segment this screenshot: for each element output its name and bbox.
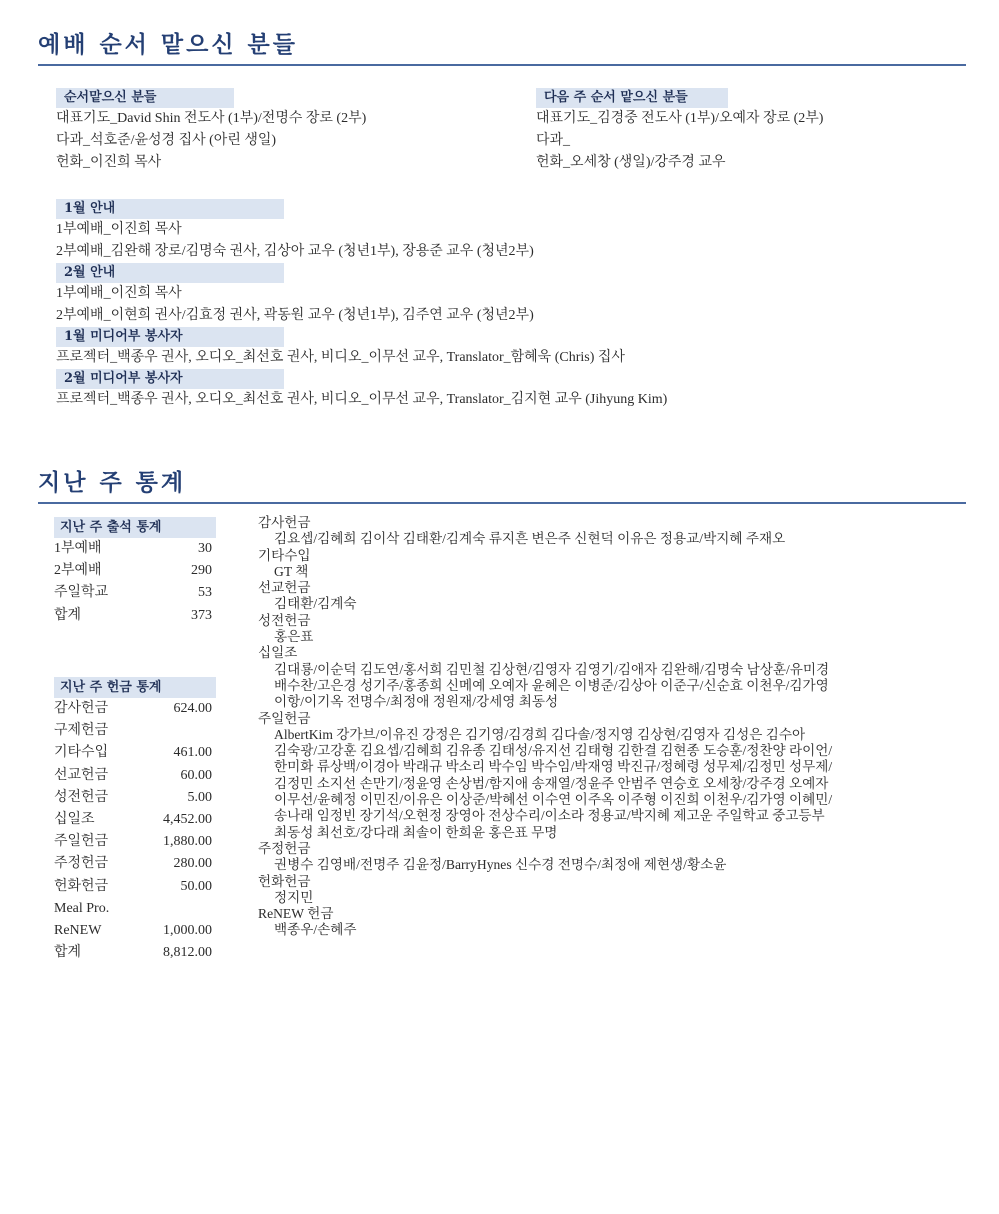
giver-names: 권병수 김영배/전명주 김윤정/BarryHynes 신수경 전명수/최정애 제현생/황소윤	[274, 857, 727, 873]
offering-stats	[54, 677, 216, 964]
offering-header: 지난 주 헌금 통계	[54, 677, 216, 698]
offering-row	[54, 920, 212, 942]
giver-category: ReNEW 헌금	[258, 906, 334, 922]
giver-names: 김숙광/고강훈 김요셉/김혜희 김유종 김태성/유지선 김태형 김한결 김현종 도승훈/정찬양 라이언/	[274, 743, 833, 759]
next-servers-line: 대표기도_김경중 전도사 (1부)/오예자 장로 (2부)	[536, 111, 824, 126]
current-servers-header: 순서맡으신 분들	[56, 88, 234, 108]
row-value: 8,812.00	[163, 945, 212, 961]
current-servers-line: 다과_석호준/윤성경 집사 (아린 생일)	[56, 133, 277, 148]
next-servers-line: 다과_	[536, 133, 571, 148]
notice-header: 1월 미디어부 봉사자	[56, 327, 284, 347]
giver-names: 이항/이기옥 전명수/최정애 정원재/강세영 최동성	[274, 694, 559, 710]
giver-names: 배수찬/고은경 성기주/홍종희 신메예 오예자 윤혜은 이병준/김상아 이준구/신순효 이천우/김가영	[274, 677, 829, 693]
row-label: 1부예배	[54, 541, 102, 556]
row-value: 1,000.00	[163, 923, 212, 939]
row-value: 5.00	[187, 789, 212, 805]
offering-givers-list	[258, 515, 968, 939]
giver-names: 김태환/김계숙	[274, 596, 357, 612]
stats-section-title: 지난 주 통계	[38, 468, 966, 504]
giver-names: GT 책	[274, 563, 309, 579]
attendance-row	[54, 582, 212, 604]
offering-row	[54, 787, 212, 809]
row-label: 주일학교	[54, 585, 109, 601]
giver-category: 주정헌금	[258, 840, 311, 856]
row-label: 기타수입	[54, 745, 109, 761]
row-label: 헌화헌금	[54, 878, 109, 894]
row-label: 합계	[54, 607, 82, 623]
offering-row	[54, 720, 212, 742]
attendance-row	[54, 605, 212, 627]
row-label: 구제헌금	[54, 723, 109, 739]
current-servers-line: 헌화_이진희 목사	[56, 155, 162, 170]
row-label: 성전헌금	[54, 789, 109, 805]
giver-names: AlbertKim 강가브/이유진 강정은 김기영/김경희 김다솔/정지영 김상현/김영자 김성은 김수아	[274, 726, 806, 742]
giver-names: 김정민 소지선 손만기/정윤영 손상범/함지애 송재열/정윤주 안범주 연승호 오세창/강주경 오예자	[274, 775, 829, 791]
attendance-row	[54, 538, 212, 560]
row-value: 53	[198, 585, 212, 601]
offering-row	[54, 876, 212, 898]
giver-category: 십일조	[258, 645, 298, 661]
giver-names: 이무선/윤혜정 이민진/이유은 이상준/박혜선 이수연 이주옥 이주형 이진희 이천우/김가영 이혜민/	[274, 792, 833, 808]
giver-category: 헌화헌금	[258, 873, 311, 889]
giver-names: 한미화 류상백/이경아 박래규 박소리 박수임 박수임/박재영 박진규/정혜령 성무제/김정민 성무제/	[274, 759, 833, 775]
row-value: 30	[198, 541, 212, 556]
notice-line: 2부예배_김완해 장로/김명숙 권사, 김상아 교우 (청년1부), 장용준 교우 (청년2부)	[56, 244, 534, 259]
offering-row	[54, 831, 212, 853]
next-servers-line: 헌화_오세창 (생일)/강주경 교우	[536, 155, 726, 170]
notices-block	[56, 199, 667, 411]
next-servers-block	[536, 88, 823, 174]
giver-names: 김요셉/김혜희 김이삭 김태환/김계숙 류지흔 변은주 신현덕 이유은 정용교/박지혜 주재오	[274, 531, 786, 547]
row-label: 감사헌금	[54, 701, 109, 716]
notice-line: 프로젝터_백종우 권사, 오디오_최선호 권사, 비디오_이무선 교우, Translator_함혜욱 (Chris) 집사	[56, 350, 625, 365]
row-value: 60.00	[180, 767, 212, 783]
notice-line: 1부예배_이진희 목사	[56, 286, 182, 301]
row-label: 선교헌금	[54, 767, 109, 783]
row-label: Meal Pro.	[54, 900, 110, 916]
notice-line: 프로젝터_백종우 권사, 오디오_최선호 권사, 비디오_이무선 교우, Translator_김지현 교우 (Jihyung Kim)	[56, 392, 668, 407]
worship-section-title: 예배 순서 맡으신 분들	[38, 30, 966, 66]
notice-header: 2월 안내	[56, 263, 284, 283]
giver-names: 송나래 임정빈 장기석/오현정 장영아 전상수리/이소라 정용교/박지혜 제고운 주일학교 중고등부	[274, 808, 825, 824]
offering-row	[54, 898, 212, 920]
offering-row	[54, 853, 212, 875]
current-servers-line: 대표기도_David Shin 전도사 (1부)/전명수 장로 (2부)	[56, 111, 367, 126]
row-value: 4,452.00	[163, 812, 212, 828]
row-label: 십일조	[54, 812, 95, 828]
row-value: 373	[191, 607, 212, 623]
current-servers-block	[56, 88, 366, 174]
notice-line: 2부예배_이현희 권사/김효정 권사, 곽동원 교우 (청년1부), 김주연 교우 (청년2부)	[56, 308, 534, 323]
giver-names: 백종우/손혜주	[274, 922, 357, 938]
row-label: 합계	[54, 945, 82, 961]
offering-row	[54, 809, 212, 831]
giver-category: 주일헌금	[258, 710, 311, 726]
notice-header: 2월 미디어부 봉사자	[56, 369, 284, 389]
row-label: ReNEW	[54, 923, 102, 939]
offering-row	[54, 942, 212, 964]
row-value: 624.00	[173, 701, 212, 716]
giver-names: 홍은표	[274, 629, 314, 645]
next-servers-header: 다음 주 순서 맡으신 분들	[536, 88, 728, 108]
attendance-header: 지난 주 출석 통계	[54, 517, 216, 538]
offering-row	[54, 742, 212, 764]
row-value: 1,880.00	[163, 834, 212, 850]
row-label: 주일헌금	[54, 834, 109, 850]
attendance-stats	[54, 517, 216, 627]
giver-category: 선교헌금	[258, 580, 311, 596]
row-value: 461.00	[173, 745, 212, 761]
row-value: 280.00	[173, 856, 212, 872]
giver-names: 정지민	[274, 889, 314, 905]
notice-line: 1부예배_이진희 목사	[56, 222, 182, 237]
giver-category: 감사헌금	[258, 515, 311, 530]
row-value: 290	[191, 563, 212, 579]
notice-header: 1월 안내	[56, 199, 284, 219]
attendance-row	[54, 560, 212, 582]
offering-row	[54, 698, 212, 720]
giver-names: 최동성 최선호/강다래 최솔이 한희윤 홍은표 무명	[274, 824, 558, 840]
row-value: 50.00	[180, 878, 212, 894]
giver-category: 기타수입	[258, 547, 311, 563]
giver-category: 성전헌금	[258, 612, 311, 628]
giver-names: 김대룡/이순덕 김도연/홍서희 김민철 김상현/김영자 김영기/김애자 김완해/김명숙 남상훈/유미경	[274, 661, 830, 677]
row-label: 2부예배	[54, 563, 102, 579]
offering-row	[54, 765, 212, 787]
row-label: 주정헌금	[54, 856, 109, 872]
